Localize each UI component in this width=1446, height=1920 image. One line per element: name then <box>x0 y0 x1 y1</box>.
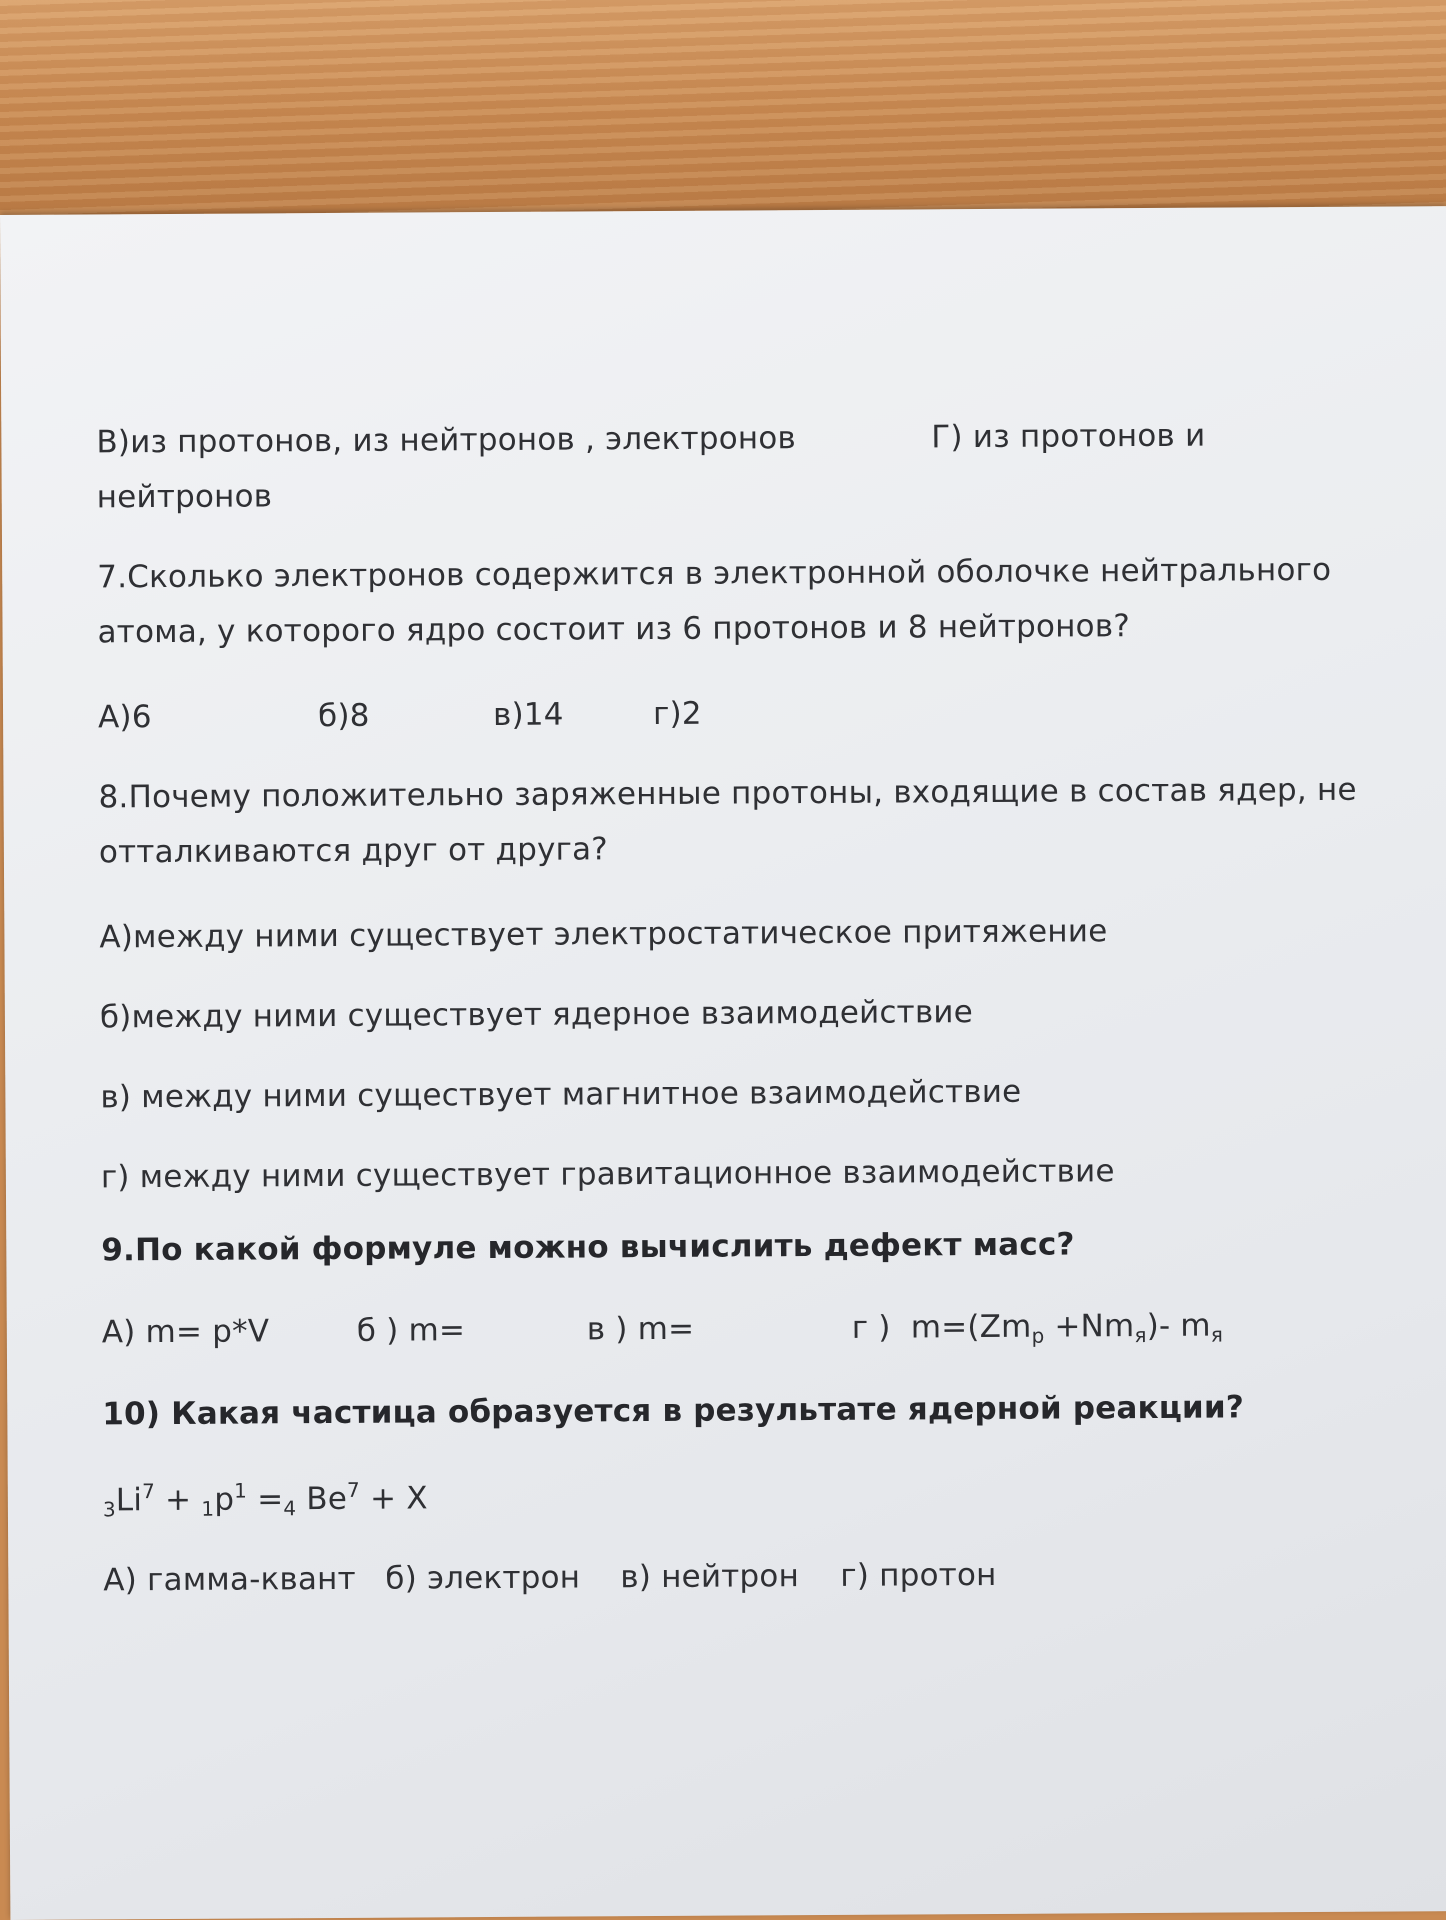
li-mass: 7 <box>141 1479 156 1504</box>
q7-option-v: в)14 <box>492 696 564 733</box>
q10-option-b: б) электрон <box>385 1559 581 1597</box>
q10-option-a: А) гамма-квант <box>103 1560 356 1599</box>
q6-option-v: В)из протонов, из нейтронов , электронов <box>96 420 797 461</box>
q9-option-g-prefix: г ) <box>851 1309 891 1346</box>
li-charge: 3 <box>102 1497 116 1522</box>
q8-option-a: А)между ними существует электростатическое притяжение <box>99 913 1108 956</box>
q7-option-a: А)6 <box>97 699 152 736</box>
test-sheet <box>0 206 1446 1920</box>
q9-option-a: А) m= p*V <box>101 1313 270 1351</box>
q8-option-g: г) между ними существует гравитационное взаимодействие <box>100 1153 1115 1196</box>
q9-option-b: б ) m= <box>356 1312 466 1349</box>
q10-option-g: г) протон <box>840 1556 997 1594</box>
be-mass: 7 <box>346 1477 361 1502</box>
q10-option-v: в) нейтрон <box>620 1558 800 1596</box>
q8-question-line1: 8.Почему положительно заряженные протоны, входящие в состав ядер, не <box>98 771 1357 816</box>
q9-option-g <box>852 1308 1223 1349</box>
q8-option-v: в) между ними существует магнитное взаимодействие <box>100 1073 1022 1116</box>
plus-sign: + <box>154 1481 202 1519</box>
q9-formula-part2: +Nm <box>1044 1308 1135 1345</box>
q9-option-v: в ) m= <box>586 1310 695 1348</box>
q7-question-line2: атома, у которого ядро состоит из 6 протонов и 8 нейтронов? <box>97 608 1131 651</box>
q7-option-b: б)8 <box>317 697 370 735</box>
q6-option-g-continuation: нейтронов <box>96 478 273 516</box>
q9-formula-sub-ya1: я <box>1134 1323 1147 1348</box>
q9-formula-sub-ya2: я <box>1210 1322 1224 1347</box>
q9-question: 9.По какой формуле можно вычислить дефект масс? <box>101 1226 1075 1269</box>
be-symbol: Be <box>296 1480 348 1518</box>
be-charge: 4 <box>283 1496 297 1521</box>
q9-formula-sub-p: p <box>1031 1323 1045 1348</box>
q6-option-g: Г) из протонов и <box>931 417 1206 456</box>
p-charge: 1 <box>201 1496 215 1521</box>
q10-reaction <box>103 1477 428 1521</box>
q7-option-g: г)2 <box>652 695 702 733</box>
p-mass: 1 <box>234 1478 248 1503</box>
q10-question: 10) Какая частица образуется в результате ядерной реакции? <box>102 1389 1245 1433</box>
li-symbol: Li <box>115 1482 143 1519</box>
q9-options-row <box>7 1307 1307 1359</box>
q7-options-row <box>3 693 1203 740</box>
q8-option-b: б)между ними существует ядерное взаимодействие <box>99 994 974 1036</box>
q9-formula-part1: m=(Zm <box>910 1308 1032 1346</box>
p-symbol: p <box>214 1481 235 1518</box>
q9-formula-part3: )- m <box>1146 1307 1211 1345</box>
q10-options-row <box>8 1556 1208 1607</box>
q8-question-line2: отталкиваются друг от друга? <box>98 831 609 871</box>
equals-sign: = <box>246 1481 284 1518</box>
q7-question-line1: 7.Сколько электронов содержится в электронной оболочке нейтрального <box>97 551 1332 596</box>
reaction-rest: + X <box>359 1480 428 1517</box>
